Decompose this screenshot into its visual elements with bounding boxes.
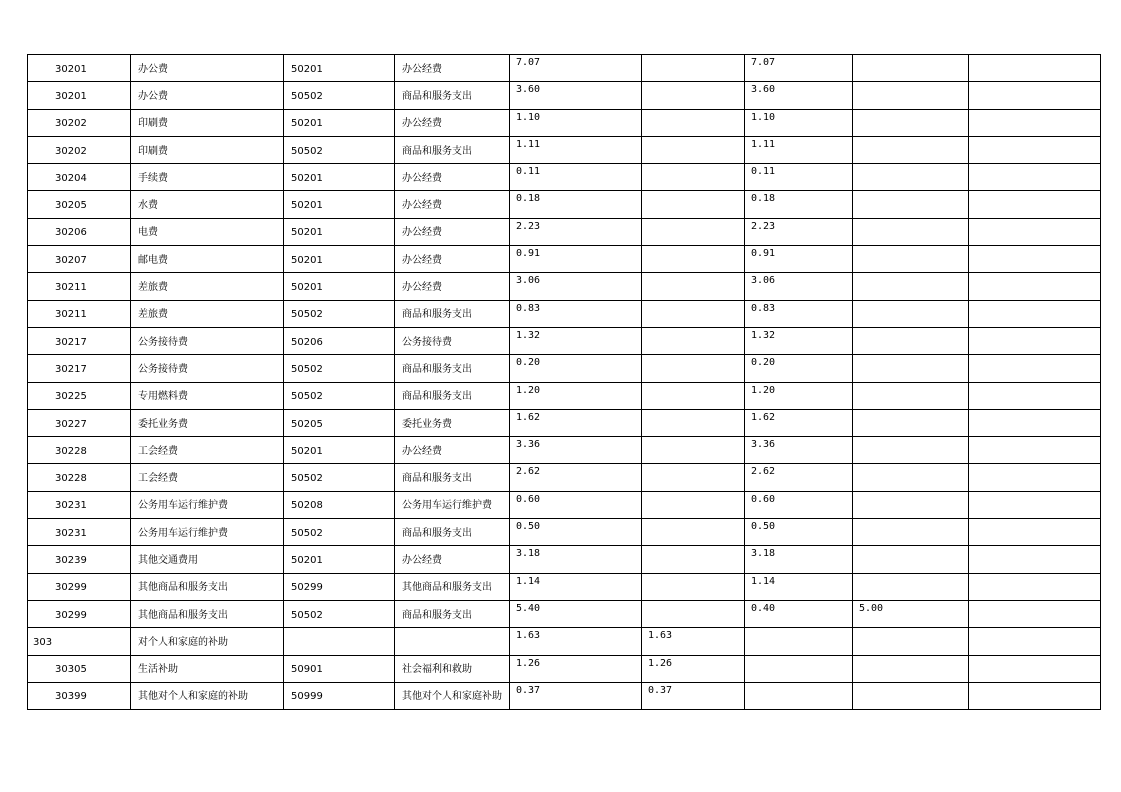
economic-name-cell: 办公经费 (395, 191, 510, 218)
table-row (28, 655, 1101, 682)
subject-name-cell: 手续费 (131, 164, 284, 191)
economic-name-cell: 其他对个人和家庭补助 (395, 682, 510, 709)
other-amount-cell (853, 136, 969, 163)
other-amount-cell (853, 437, 969, 464)
project-amount-cell: 7.07 (745, 55, 853, 82)
economic-name-cell: 商品和服务支出 (395, 382, 510, 409)
economic-code-cell: 50502 (284, 355, 395, 382)
economic-code-cell: 50299 (284, 573, 395, 600)
economic-name-cell: 公务接待费 (395, 327, 510, 354)
subject-name-cell: 差旅费 (131, 273, 284, 300)
basic-amount-cell (642, 164, 745, 191)
economic-code-cell: 50201 (284, 246, 395, 273)
project-amount-cell: 0.40 (745, 600, 853, 627)
subject-code-cell: 30399 (28, 682, 131, 709)
other-amount-cell (853, 246, 969, 273)
economic-name-cell: 办公经费 (395, 55, 510, 82)
other-amount-cell (853, 655, 969, 682)
subject-name-cell: 办公费 (131, 82, 284, 109)
project-amount-cell: 0.91 (745, 246, 853, 273)
economic-code-cell: 50502 (284, 136, 395, 163)
economic-code-cell: 50502 (284, 519, 395, 546)
subject-name-cell: 印刷费 (131, 109, 284, 136)
table-row (28, 191, 1101, 218)
total-amount-cell: 1.26 (510, 655, 642, 682)
subject-name-cell: 对个人和家庭的补助 (131, 628, 284, 655)
subject-code-cell: 30202 (28, 136, 131, 163)
basic-amount-cell (642, 437, 745, 464)
table-row (28, 55, 1101, 82)
economic-code-cell: 50201 (284, 191, 395, 218)
subject-code-cell: 30217 (28, 355, 131, 382)
total-amount-cell: 3.60 (510, 82, 642, 109)
subject-code-cell: 30231 (28, 519, 131, 546)
extra-amount-cell (969, 82, 1101, 109)
subject-name-cell: 印刷费 (131, 136, 284, 163)
subject-code-cell: 30299 (28, 573, 131, 600)
project-amount-cell (745, 655, 853, 682)
economic-name-cell: 商品和服务支出 (395, 82, 510, 109)
total-amount-cell: 1.32 (510, 327, 642, 354)
other-amount-cell (853, 191, 969, 218)
table-row (28, 327, 1101, 354)
economic-code-cell: 50502 (284, 382, 395, 409)
economic-code-cell: 50201 (284, 437, 395, 464)
basic-amount-cell (642, 519, 745, 546)
table-row (28, 437, 1101, 464)
extra-amount-cell (969, 655, 1101, 682)
extra-amount-cell (969, 546, 1101, 573)
subject-name-cell: 生活补助 (131, 655, 284, 682)
project-amount-cell: 1.11 (745, 136, 853, 163)
extra-amount-cell (969, 136, 1101, 163)
other-amount-cell (853, 409, 969, 436)
basic-amount-cell: 0.37 (642, 682, 745, 709)
economic-code-cell: 50205 (284, 409, 395, 436)
economic-code-cell: 50502 (284, 300, 395, 327)
subject-code-cell: 30207 (28, 246, 131, 273)
subject-code-cell: 30217 (28, 327, 131, 354)
basic-amount-cell (642, 55, 745, 82)
total-amount-cell: 0.20 (510, 355, 642, 382)
economic-name-cell: 商品和服务支出 (395, 355, 510, 382)
table-row (28, 519, 1101, 546)
basic-amount-cell (642, 327, 745, 354)
extra-amount-cell (969, 437, 1101, 464)
subject-code-cell: 303 (28, 628, 131, 655)
subject-name-cell: 公务用车运行维护费 (131, 519, 284, 546)
subject-code-cell: 30231 (28, 491, 131, 518)
total-amount-cell: 0.83 (510, 300, 642, 327)
subject-name-cell: 电费 (131, 218, 284, 245)
project-amount-cell: 0.18 (745, 191, 853, 218)
basic-amount-cell (642, 464, 745, 491)
total-amount-cell: 0.91 (510, 246, 642, 273)
basic-amount-cell (642, 82, 745, 109)
table-row (28, 218, 1101, 245)
extra-amount-cell (969, 164, 1101, 191)
basic-amount-cell (642, 273, 745, 300)
economic-code-cell (284, 628, 395, 655)
basic-amount-cell (642, 109, 745, 136)
total-amount-cell: 1.62 (510, 409, 642, 436)
economic-code-cell: 50201 (284, 546, 395, 573)
economic-name-cell: 商品和服务支出 (395, 600, 510, 627)
economic-code-cell: 50201 (284, 218, 395, 245)
other-amount-cell (853, 109, 969, 136)
basic-amount-cell: 1.63 (642, 628, 745, 655)
table-row (28, 409, 1101, 436)
economic-name-cell: 社会福利和救助 (395, 655, 510, 682)
extra-amount-cell (969, 355, 1101, 382)
total-amount-cell: 1.14 (510, 573, 642, 600)
subject-code-cell: 30228 (28, 437, 131, 464)
table-row (28, 300, 1101, 327)
project-amount-cell: 1.20 (745, 382, 853, 409)
subject-code-cell: 30206 (28, 218, 131, 245)
total-amount-cell: 3.18 (510, 546, 642, 573)
basic-amount-cell: 1.26 (642, 655, 745, 682)
economic-name-cell: 商品和服务支出 (395, 464, 510, 491)
basic-amount-cell (642, 546, 745, 573)
table-row (28, 246, 1101, 273)
subject-code-cell: 30211 (28, 300, 131, 327)
basic-amount-cell (642, 600, 745, 627)
extra-amount-cell (969, 300, 1101, 327)
table-row (28, 682, 1101, 709)
extra-amount-cell (969, 519, 1101, 546)
subject-name-cell: 公务接待费 (131, 355, 284, 382)
economic-code-cell: 50502 (284, 600, 395, 627)
basic-amount-cell (642, 191, 745, 218)
economic-code-cell: 50502 (284, 82, 395, 109)
subject-name-cell: 公务用车运行维护费 (131, 491, 284, 518)
project-amount-cell: 3.36 (745, 437, 853, 464)
subject-name-cell: 工会经费 (131, 464, 284, 491)
total-amount-cell: 1.11 (510, 136, 642, 163)
extra-amount-cell (969, 682, 1101, 709)
subject-code-cell: 30239 (28, 546, 131, 573)
table-row (28, 491, 1101, 518)
extra-amount-cell (969, 218, 1101, 245)
table-row (28, 382, 1101, 409)
economic-name-cell (395, 628, 510, 655)
project-amount-cell: 0.50 (745, 519, 853, 546)
economic-name-cell: 办公经费 (395, 246, 510, 273)
project-amount-cell: 0.11 (745, 164, 853, 191)
total-amount-cell: 0.37 (510, 682, 642, 709)
subject-name-cell: 邮电费 (131, 246, 284, 273)
table-row (28, 573, 1101, 600)
subject-name-cell: 工会经费 (131, 437, 284, 464)
economic-code-cell: 50201 (284, 55, 395, 82)
other-amount-cell (853, 300, 969, 327)
extra-amount-cell (969, 409, 1101, 436)
subject-code-cell: 30211 (28, 273, 131, 300)
project-amount-cell: 2.62 (745, 464, 853, 491)
other-amount-cell (853, 573, 969, 600)
project-amount-cell: 3.18 (745, 546, 853, 573)
subject-name-cell: 其他商品和服务支出 (131, 573, 284, 600)
subject-code-cell: 30205 (28, 191, 131, 218)
economic-name-cell: 办公经费 (395, 109, 510, 136)
total-amount-cell: 0.18 (510, 191, 642, 218)
economic-code-cell: 50502 (284, 464, 395, 491)
other-amount-cell (853, 355, 969, 382)
table-row (28, 164, 1101, 191)
total-amount-cell: 1.63 (510, 628, 642, 655)
other-amount-cell (853, 682, 969, 709)
table-row (28, 355, 1101, 382)
project-amount-cell: 1.10 (745, 109, 853, 136)
other-amount-cell (853, 382, 969, 409)
table-row (28, 109, 1101, 136)
other-amount-cell (853, 218, 969, 245)
total-amount-cell: 3.36 (510, 437, 642, 464)
extra-amount-cell (969, 491, 1101, 518)
economic-name-cell: 商品和服务支出 (395, 300, 510, 327)
economic-code-cell: 50201 (284, 273, 395, 300)
extra-amount-cell (969, 109, 1101, 136)
economic-name-cell: 办公经费 (395, 546, 510, 573)
economic-code-cell: 50201 (284, 109, 395, 136)
project-amount-cell: 3.60 (745, 82, 853, 109)
table-row (28, 464, 1101, 491)
subject-name-cell: 其他商品和服务支出 (131, 600, 284, 627)
project-amount-cell: 3.06 (745, 273, 853, 300)
extra-amount-cell (969, 327, 1101, 354)
basic-amount-cell (642, 409, 745, 436)
subject-name-cell: 公务接待费 (131, 327, 284, 354)
economic-name-cell: 办公经费 (395, 164, 510, 191)
subject-code-cell: 30201 (28, 82, 131, 109)
economic-code-cell: 50201 (284, 164, 395, 191)
project-amount-cell: 0.20 (745, 355, 853, 382)
project-amount-cell: 1.62 (745, 409, 853, 436)
other-amount-cell (853, 464, 969, 491)
economic-code-cell: 50206 (284, 327, 395, 354)
table-row (28, 273, 1101, 300)
economic-name-cell: 委托业务费 (395, 409, 510, 436)
economic-name-cell: 商品和服务支出 (395, 519, 510, 546)
table-row (28, 546, 1101, 573)
table-row (28, 82, 1101, 109)
economic-code-cell: 50901 (284, 655, 395, 682)
project-amount-cell: 0.60 (745, 491, 853, 518)
basic-amount-cell (642, 355, 745, 382)
other-amount-cell (853, 82, 969, 109)
extra-amount-cell (969, 191, 1101, 218)
subject-code-cell: 30204 (28, 164, 131, 191)
table-row (28, 600, 1101, 627)
total-amount-cell: 2.62 (510, 464, 642, 491)
category-row (28, 628, 1101, 655)
basic-amount-cell (642, 300, 745, 327)
total-amount-cell: 0.60 (510, 491, 642, 518)
subject-name-cell: 其他对个人和家庭的补助 (131, 682, 284, 709)
table-body (28, 55, 1101, 710)
economic-code-cell: 50999 (284, 682, 395, 709)
extra-amount-cell (969, 382, 1101, 409)
basic-amount-cell (642, 136, 745, 163)
other-amount-cell (853, 55, 969, 82)
economic-name-cell: 商品和服务支出 (395, 136, 510, 163)
subject-name-cell: 水费 (131, 191, 284, 218)
economic-name-cell: 办公经费 (395, 273, 510, 300)
subject-code-cell: 30202 (28, 109, 131, 136)
other-amount-cell (853, 628, 969, 655)
economic-name-cell: 办公经费 (395, 437, 510, 464)
economic-name-cell: 办公经费 (395, 218, 510, 245)
project-amount-cell (745, 682, 853, 709)
other-amount-cell: 5.00 (853, 600, 969, 627)
basic-amount-cell (642, 246, 745, 273)
total-amount-cell: 1.20 (510, 382, 642, 409)
project-amount-cell: 1.14 (745, 573, 853, 600)
total-amount-cell: 0.50 (510, 519, 642, 546)
total-amount-cell: 0.11 (510, 164, 642, 191)
basic-amount-cell (642, 573, 745, 600)
project-amount-cell: 2.23 (745, 218, 853, 245)
other-amount-cell (853, 164, 969, 191)
subject-code-cell: 30228 (28, 464, 131, 491)
extra-amount-cell (969, 600, 1101, 627)
total-amount-cell: 7.07 (510, 55, 642, 82)
subject-name-cell: 差旅费 (131, 300, 284, 327)
total-amount-cell: 1.10 (510, 109, 642, 136)
subject-code-cell: 30305 (28, 655, 131, 682)
total-amount-cell: 3.06 (510, 273, 642, 300)
economic-name-cell: 其他商品和服务支出 (395, 573, 510, 600)
subject-name-cell: 专用燃料费 (131, 382, 284, 409)
economic-name-cell: 公务用车运行维护费 (395, 491, 510, 518)
extra-amount-cell (969, 273, 1101, 300)
subject-name-cell: 委托业务费 (131, 409, 284, 436)
extra-amount-cell (969, 628, 1101, 655)
extra-amount-cell (969, 55, 1101, 82)
other-amount-cell (853, 327, 969, 354)
subject-code-cell: 30225 (28, 382, 131, 409)
basic-amount-cell (642, 491, 745, 518)
other-amount-cell (853, 273, 969, 300)
extra-amount-cell (969, 573, 1101, 600)
expenditure-table (27, 54, 1101, 710)
subject-code-cell: 30299 (28, 600, 131, 627)
basic-amount-cell (642, 382, 745, 409)
other-amount-cell (853, 491, 969, 518)
other-amount-cell (853, 546, 969, 573)
total-amount-cell: 2.23 (510, 218, 642, 245)
economic-code-cell: 50208 (284, 491, 395, 518)
project-amount-cell: 1.32 (745, 327, 853, 354)
subject-name-cell: 其他交通费用 (131, 546, 284, 573)
subject-code-cell: 30201 (28, 55, 131, 82)
project-amount-cell (745, 628, 853, 655)
extra-amount-cell (969, 246, 1101, 273)
total-amount-cell: 5.40 (510, 600, 642, 627)
extra-amount-cell (969, 464, 1101, 491)
project-amount-cell: 0.83 (745, 300, 853, 327)
basic-amount-cell (642, 218, 745, 245)
table-row (28, 136, 1101, 163)
subject-name-cell: 办公费 (131, 55, 284, 82)
other-amount-cell (853, 519, 969, 546)
subject-code-cell: 30227 (28, 409, 131, 436)
